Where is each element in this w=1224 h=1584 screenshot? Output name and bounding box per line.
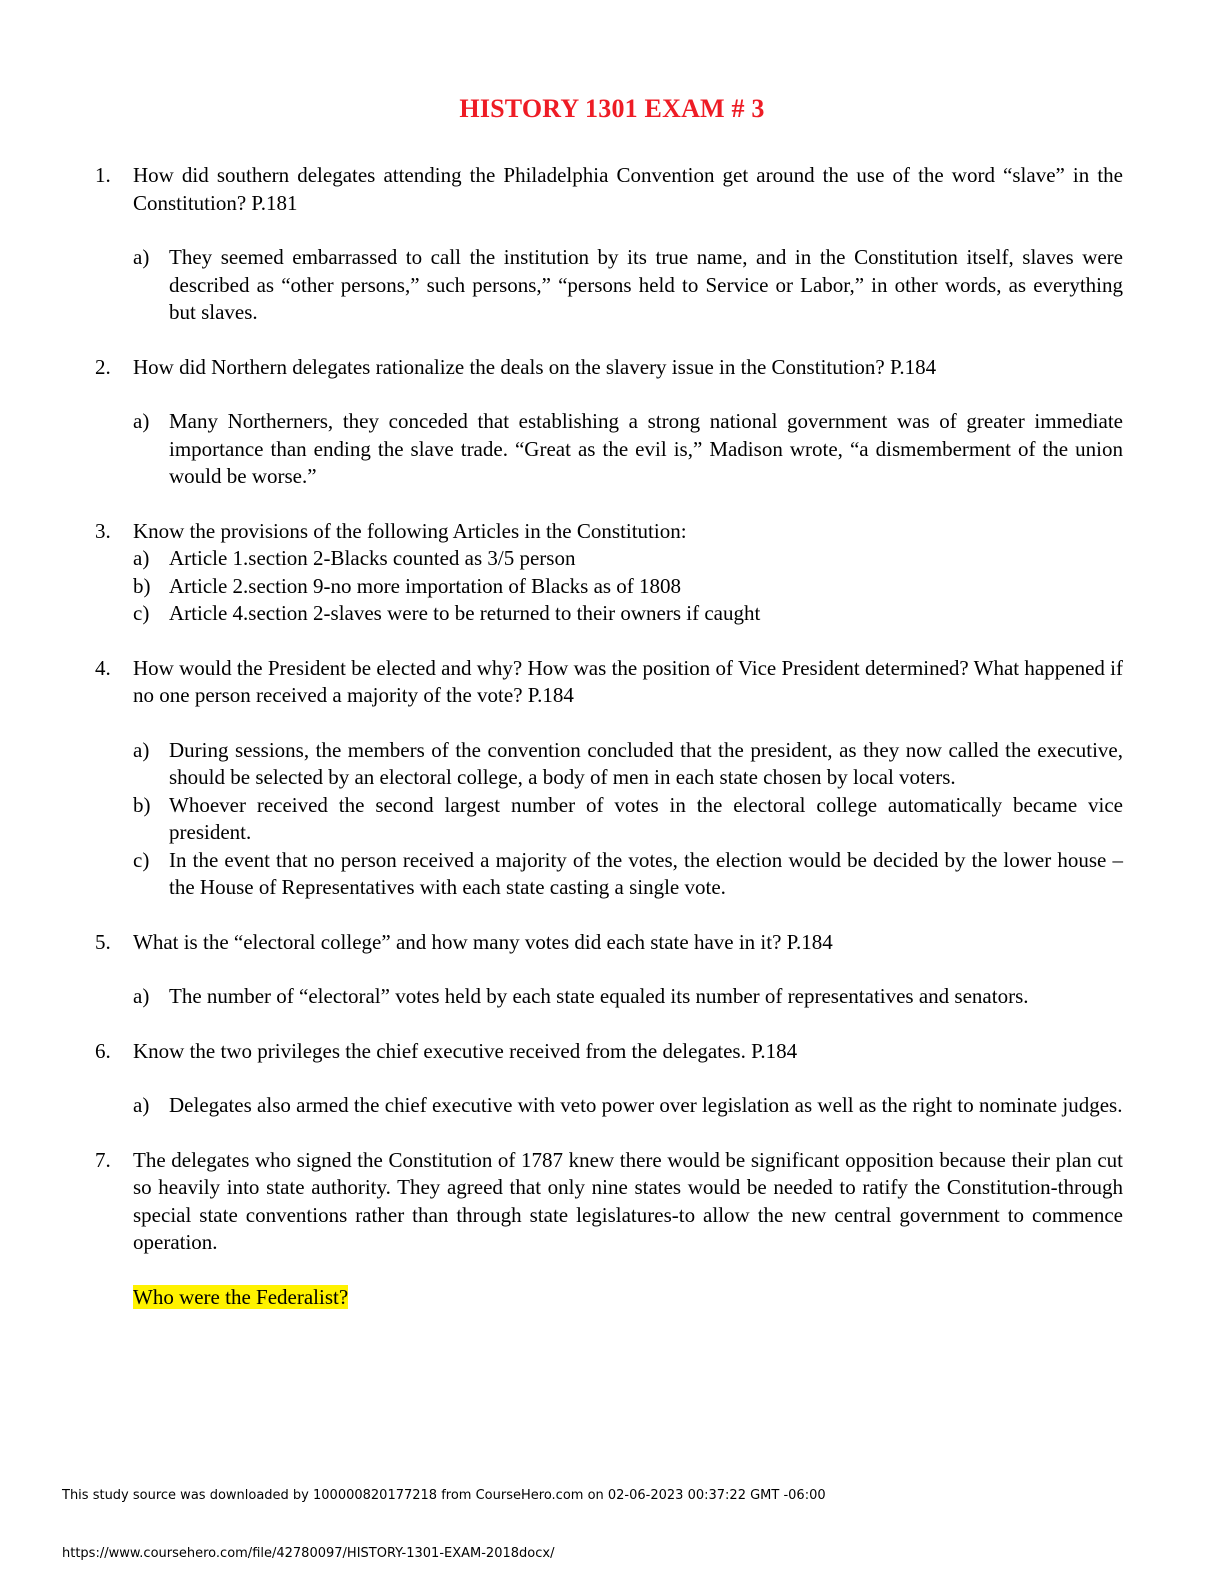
answer-item [133, 244, 1123, 327]
question-item [95, 1038, 1123, 1120]
document-title: HISTORY 1301 EXAM # 3 [459, 94, 765, 123]
question-item [95, 655, 1123, 902]
question-text: The delegates who signed the Constitution of 1787 knew there would be significant opposition because their plan cut so heavily into state authority. They agreed that only nine states would be needed to ratify the Constitution-through special state conventions rather than through state legislatures-to allow the new central government to commence operation. [133, 1147, 1123, 1254]
question-item [95, 162, 1123, 327]
question-text: Know the two privileges the chief executive received from the delegates. P.184 [133, 1038, 798, 1063]
answer-item [133, 792, 1123, 847]
answer-item [133, 1092, 1123, 1120]
answer-text: Whoever received the second largest number of votes in the electoral college automatically became vice president. [169, 792, 1123, 844]
answer-item [133, 600, 1123, 628]
answer-letter: b) [133, 573, 151, 598]
question-list [95, 162, 1123, 1338]
question-text: How did Northern delegates rationalize the deals on the slavery issue in the Constitution? P.184 [133, 354, 937, 379]
answer-letter: c) [133, 847, 150, 872]
highlighted-question: Who were the Federalist? [133, 1284, 349, 1309]
question-number: 3. [95, 518, 111, 543]
source-url[interactable]: https://www.coursehero.com/file/42780097/HISTORY-1301-EXAM-2018docx/ [62, 1546, 555, 1561]
answer-item [133, 408, 1123, 491]
answer-letter: c) [133, 601, 150, 625]
answer-item [133, 573, 1123, 601]
question-item [95, 518, 1123, 628]
answer-text: Delegates also armed the chief executive with veto power over legislation as well as the right to nominate judges. [169, 1093, 1123, 1117]
question-number: 2. [95, 354, 111, 379]
answer-text: Article 1.section 2-Blacks counted as 3/5 person [169, 546, 576, 570]
download-notice: This study source was downloaded by 100000820177218 from CourseHero.com on 02-06-2023 00:37:22 GMT -06:00 [62, 1488, 826, 1503]
answer-item [133, 737, 1123, 792]
question-number: 7. [95, 1147, 111, 1172]
answer-text: Many Northerners, they conceded that establishing a strong national government was of greater immediate importance than ending the slave trade. “Great as the evil is,” Madison wrote, “a dismemberment of the union would be worse.” [169, 409, 1123, 488]
answer-letter: a) [133, 245, 150, 269]
answer-letter: a) [133, 409, 150, 433]
question-number: 4. [95, 655, 111, 680]
answer-letter: b) [133, 792, 151, 817]
question-item [95, 929, 1123, 1011]
question-text: How did southern delegates attending the Philadelphia Convention get around the use of the word “slave” in the Constitution? P.181 [133, 163, 1123, 215]
question-text: What is the “electoral college” and how many votes did each state have in it? P.184 [133, 929, 833, 954]
question-text: How would the President be elected and why? How was the position of Vice President determined? What happened if no one person received a majority of the vote? P.184 [133, 655, 1123, 707]
answer-letter: a) [133, 984, 150, 1008]
question-number: 6. [95, 1038, 111, 1063]
question-number: 1. [95, 163, 111, 187]
answer-item [133, 545, 1123, 573]
question-number: 5. [95, 929, 111, 954]
answer-text: During sessions, the members of the convention concluded that the president, as they now called the executive, should be selected by an electoral college, a body of men in each state chosen by local voters. [169, 737, 1123, 789]
question-text: Know the provisions of the following Articles in the Constitution: [133, 518, 687, 543]
answer-letter: a) [133, 737, 150, 762]
answer-letter: a) [133, 546, 150, 570]
answer-text: Article 2.section 9-no more importation of Blacks as of 1808 [169, 573, 682, 598]
answer-item [133, 983, 1123, 1011]
answer-text: The number of “electoral” votes held by each state equaled its number of representatives and senators. [169, 984, 1029, 1008]
question-item [95, 354, 1123, 491]
answer-letter: a) [133, 1093, 150, 1117]
answer-text: They seemed embarrassed to call the institution by its true name, and in the Constitution itself, slaves were described as “other persons,” such persons,” “persons held to Service or Labor,” in other words, as everything but slaves. [169, 245, 1123, 324]
answer-text: In the event that no person received a majority of the votes, the election would be decided by the lower house – the House of Representatives with each state casting a single vote. [169, 847, 1123, 899]
answer-item [133, 847, 1123, 902]
question-item [95, 1147, 1123, 1312]
answer-text: Article 4.section 2-slaves were to be returned to their owners if caught [169, 601, 761, 625]
